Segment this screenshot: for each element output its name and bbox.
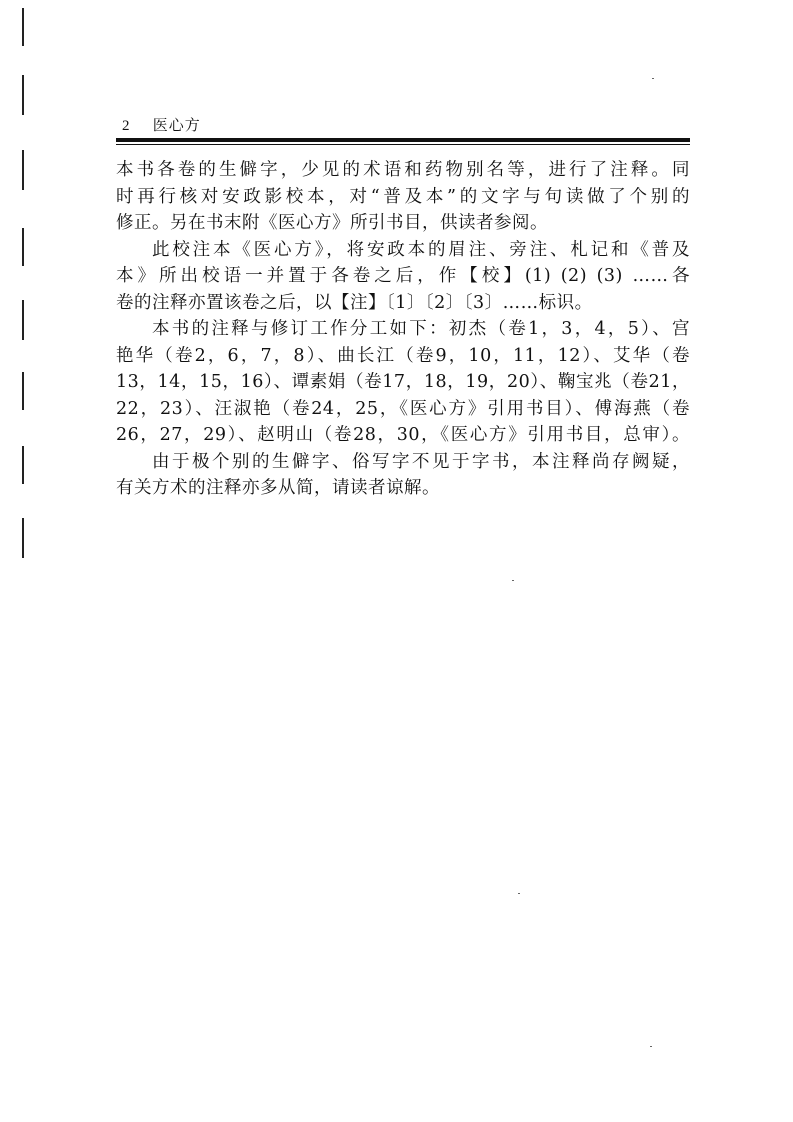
text-line: 此校注本《医心方》，将安政本的眉注、旁注、札记和《普及 — [152, 239, 690, 260]
text-line: 由于极个别的生僻字、俗写字不见于字书，本注释尚存阙疑， — [152, 451, 690, 472]
text-line: 本书的注释与修订工作分工如下：初杰（卷1，3，4，5）、宫 — [152, 319, 690, 339]
scan-speck — [652, 78, 654, 79]
header-rule-thick — [116, 138, 690, 142]
header-rule-thin — [116, 144, 690, 145]
binding-mark — [22, 228, 24, 266]
text-line: 艳华（卷2，6，7，8）、曲长江（卷9，10，11，12）、艾华（卷 — [116, 345, 690, 366]
text-line: 修正。另在书末附《医心方》所引书目，供读者参阅。 — [116, 213, 548, 233]
text-line: 时再行核对安政影校本，对“普及本”的文字与句读做了个别的 — [116, 186, 690, 207]
text-line: 有关方术的注释亦多从简，请读者谅解。 — [116, 478, 440, 498]
binding-mark — [22, 75, 24, 115]
scan-speck — [518, 893, 520, 894]
running-title: 医心方 — [152, 116, 201, 134]
running-header — [122, 112, 688, 138]
scan-speck — [650, 1046, 652, 1047]
binding-mark — [22, 446, 24, 484]
binding-mark — [22, 372, 24, 410]
text-line: 卷的注释亦置该卷之后，以【注】〔1〕〔2〕〔3〕……标识。 — [116, 292, 593, 313]
binding-mark — [22, 518, 24, 558]
text-line: 本》所出校语一并置于各卷之后，作【校】(1) (2) (3) ……各 — [116, 266, 690, 286]
text-line: 本书各卷的生僻字，少见的术语和药物别名等，进行了注释。同 — [116, 160, 690, 180]
binding-mark — [22, 8, 24, 46]
binding-mark — [22, 300, 24, 340]
body-text — [116, 157, 690, 502]
scan-speck — [512, 580, 514, 581]
text-line: 22，23）、汪淑艳（卷24，25，《医心方》引用书目）、傅海燕（卷 — [116, 398, 690, 419]
page-number: 2 — [122, 118, 130, 134]
text-line: 26，27，29）、赵明山（卷28，30，《医心方》引用书目，总审）。 — [116, 425, 690, 445]
text-line: 13，14，15，16）、谭素娟（卷17，18，19，20）、鞠宝兆（卷21， — [116, 372, 690, 392]
binding-mark — [22, 150, 24, 190]
